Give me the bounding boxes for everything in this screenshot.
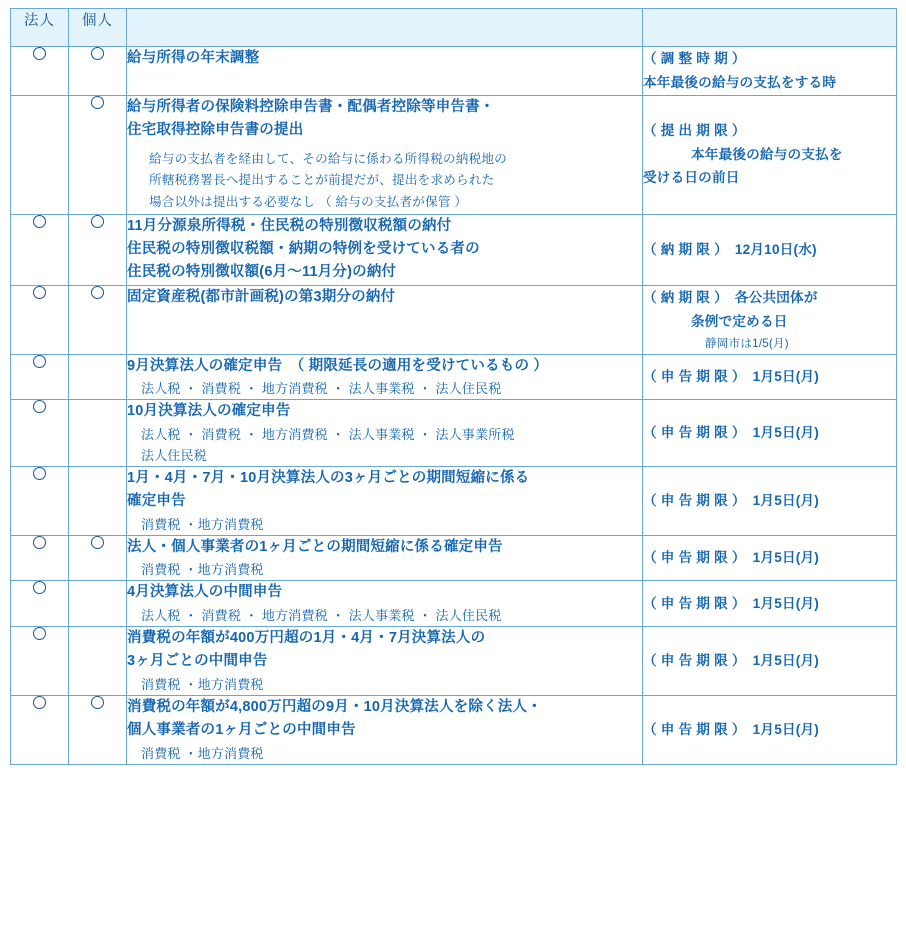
circle-icon — [33, 286, 46, 299]
individual-mark-cell — [69, 47, 127, 96]
deadline-line: （ 申 告 期 限 ） 1月5日(月) — [643, 493, 819, 509]
corporate-mark-cell — [11, 354, 69, 400]
deadline-line: 本年最後の給与の支払をする時 — [643, 74, 837, 90]
circle-icon — [33, 47, 46, 60]
corporate-mark-cell — [11, 626, 69, 695]
corporate-mark-cell — [11, 400, 69, 467]
column-header-individual: 個人 — [69, 9, 127, 47]
circle-icon — [33, 215, 46, 228]
item-title: 1月・4月・7月・10月決算法人の3ヶ月ごとの期間短縮に係る 確定申告 — [127, 469, 530, 510]
corporate-mark-cell — [11, 535, 69, 581]
deadline-line: （ 申 告 期 限 ） 1月5日(月) — [643, 425, 819, 441]
corporate-mark-cell — [11, 466, 69, 535]
deadline-cell — [643, 400, 897, 467]
circle-icon — [91, 536, 104, 549]
item-title: 給与所得の年末調整 — [127, 50, 260, 66]
circle-icon — [91, 47, 104, 60]
description-cell — [127, 400, 643, 467]
item-subtitle: 法人税 ・ 消費税 ・ 地方消費税 ・ 法人事業税 ・ 法人事業所税 法人住民税 — [141, 426, 515, 463]
deadline-line: （ 申 告 期 限 ） 1月5日(月) — [643, 595, 819, 611]
item-title: 4月決算法人の中間申告 — [127, 584, 283, 601]
item-subtitle: 消費税 ・地方消費税 — [141, 516, 264, 532]
corporate-mark-cell — [11, 47, 69, 96]
column-header-deadline — [643, 9, 897, 47]
deadline-line: 条例で定める日 — [691, 313, 788, 329]
individual-mark-cell — [69, 354, 127, 400]
corporate-mark-cell — [11, 696, 69, 765]
deadline-cell — [643, 581, 897, 627]
circle-icon — [91, 286, 104, 299]
deadline-cell — [643, 285, 897, 354]
deadline-line: （ 申 告 期 限 ） 1月5日(月) — [643, 369, 819, 385]
individual-mark-cell — [69, 535, 127, 581]
table-row — [11, 95, 897, 214]
item-title: 法人・個人事業者の1ヶ月ごとの期間短縮に係る確定申告 — [127, 538, 503, 555]
item-title: 消費税の年額が400万円超の1月・4月・7月決算法人の 3ヶ月ごとの中間申告 — [127, 629, 486, 670]
item-title: 消費税の年額が4,800万円超の9月・10月決算法人を除く法人・ 個人事業者の1ヶ月ごとの中間申告 — [127, 699, 542, 739]
deadline-cell — [643, 466, 897, 535]
individual-mark-cell — [69, 626, 127, 695]
description-cell — [127, 354, 643, 400]
circle-icon — [91, 215, 104, 228]
circle-icon — [33, 581, 46, 594]
individual-mark-cell — [69, 466, 127, 535]
item-title: 11月分源泉所得税・住民税の特別徴収税額の納付 住民税の特別徴収税額・納期の特例を受けている者の 住民税の特別徴収額(6月～11月分)の納付 — [127, 217, 480, 281]
item-title: 給与所得者の保険料控除申告書・配偶者控除等申告書・ 住宅取得控除申告書の提出 — [127, 98, 495, 139]
deadline-cell — [643, 47, 897, 96]
circle-icon — [33, 355, 46, 368]
table-row — [11, 466, 897, 535]
item-title: 9月決算法人の確定申告 （ 期限延長の適用を受けているもの ） — [127, 357, 549, 374]
description-cell — [127, 95, 643, 214]
table-row — [11, 696, 897, 765]
individual-mark-cell — [69, 400, 127, 467]
corporate-mark-cell — [11, 581, 69, 627]
deadline-cell — [643, 696, 897, 765]
deadline-line: 受ける日の前日 — [643, 170, 740, 186]
table-row — [11, 400, 897, 467]
corporate-mark-cell — [11, 214, 69, 285]
table-row — [11, 214, 897, 285]
circle-icon — [91, 96, 104, 109]
circle-icon — [33, 467, 46, 480]
corporate-mark-cell — [11, 95, 69, 214]
corporate-mark-cell — [11, 285, 69, 354]
individual-mark-cell — [69, 214, 127, 285]
column-header-corporate: 法人 — [11, 9, 69, 47]
circle-icon — [91, 696, 104, 709]
individual-mark-cell — [69, 581, 127, 627]
table-body — [11, 47, 897, 765]
table-header-row — [11, 9, 897, 47]
table-row — [11, 581, 897, 627]
deadline-cell — [643, 626, 897, 695]
item-subtitle: 消費税 ・地方消費税 — [141, 562, 264, 578]
item-subtitle: 法人税 ・ 消費税 ・ 地方消費税 ・ 法人事業税 ・ 法人住民税 — [141, 607, 502, 623]
deadline-cell — [643, 354, 897, 400]
item-subtitle: 法人税 ・ 消費税 ・ 地方消費税 ・ 法人事業税 ・ 法人住民税 — [141, 381, 502, 397]
deadline-line: （ 納 期 限 ） 各公共団体が — [643, 289, 818, 305]
description-cell — [127, 581, 643, 627]
individual-mark-cell — [69, 285, 127, 354]
deadline-cell — [643, 535, 897, 581]
table-row — [11, 47, 897, 96]
description-cell — [127, 466, 643, 535]
deadline-line: （ 申 告 期 限 ） 1月5日(月) — [643, 722, 819, 738]
circle-icon — [33, 696, 46, 709]
circle-icon — [33, 400, 46, 413]
description-cell — [127, 47, 643, 96]
column-header-description — [127, 9, 643, 47]
tax-schedule-table — [10, 8, 897, 765]
table-row — [11, 354, 897, 400]
circle-icon — [33, 627, 46, 640]
circle-icon — [33, 536, 46, 549]
description-cell — [127, 214, 643, 285]
description-cell — [127, 696, 643, 765]
description-cell — [127, 285, 643, 354]
deadline-cell — [643, 95, 897, 214]
table-row — [11, 626, 897, 695]
item-title: 10月決算法人の確定申告 — [127, 403, 291, 420]
item-title: 固定資産税(都市計画税)の第3期分の納付 — [127, 288, 396, 305]
table-row — [11, 285, 897, 354]
item-subtitle: 消費税 ・地方消費税 — [141, 745, 264, 761]
deadline-note: 静岡市は1/5(月) — [705, 336, 789, 350]
deadline-line: （ 納 期 限 ） 12月10日(水) — [643, 241, 817, 257]
item-note: 給与の支払者を経由して、その給与に係わる所得税の納税地の 所轄税務署長へ提出することが前提だが、提出を求められた 場合以外は提出する必要なし （ 給与の支払者が保管 ） — [149, 151, 507, 209]
deadline-line: （ 申 告 期 限 ） 1月5日(月) — [643, 550, 819, 566]
item-subtitle: 消費税 ・地方消費税 — [141, 676, 264, 692]
deadline-line: 本年最後の給与の支払を — [691, 146, 843, 162]
individual-mark-cell — [69, 696, 127, 765]
table-row — [11, 535, 897, 581]
deadline-line: （ 調 整 時 期 ） — [643, 51, 746, 66]
individual-mark-cell — [69, 95, 127, 214]
description-cell — [127, 535, 643, 581]
deadline-cell — [643, 214, 897, 285]
deadline-line: （ 提 出 期 限 ） — [643, 122, 746, 138]
description-cell — [127, 626, 643, 695]
deadline-line: （ 申 告 期 限 ） 1月5日(月) — [643, 653, 819, 669]
